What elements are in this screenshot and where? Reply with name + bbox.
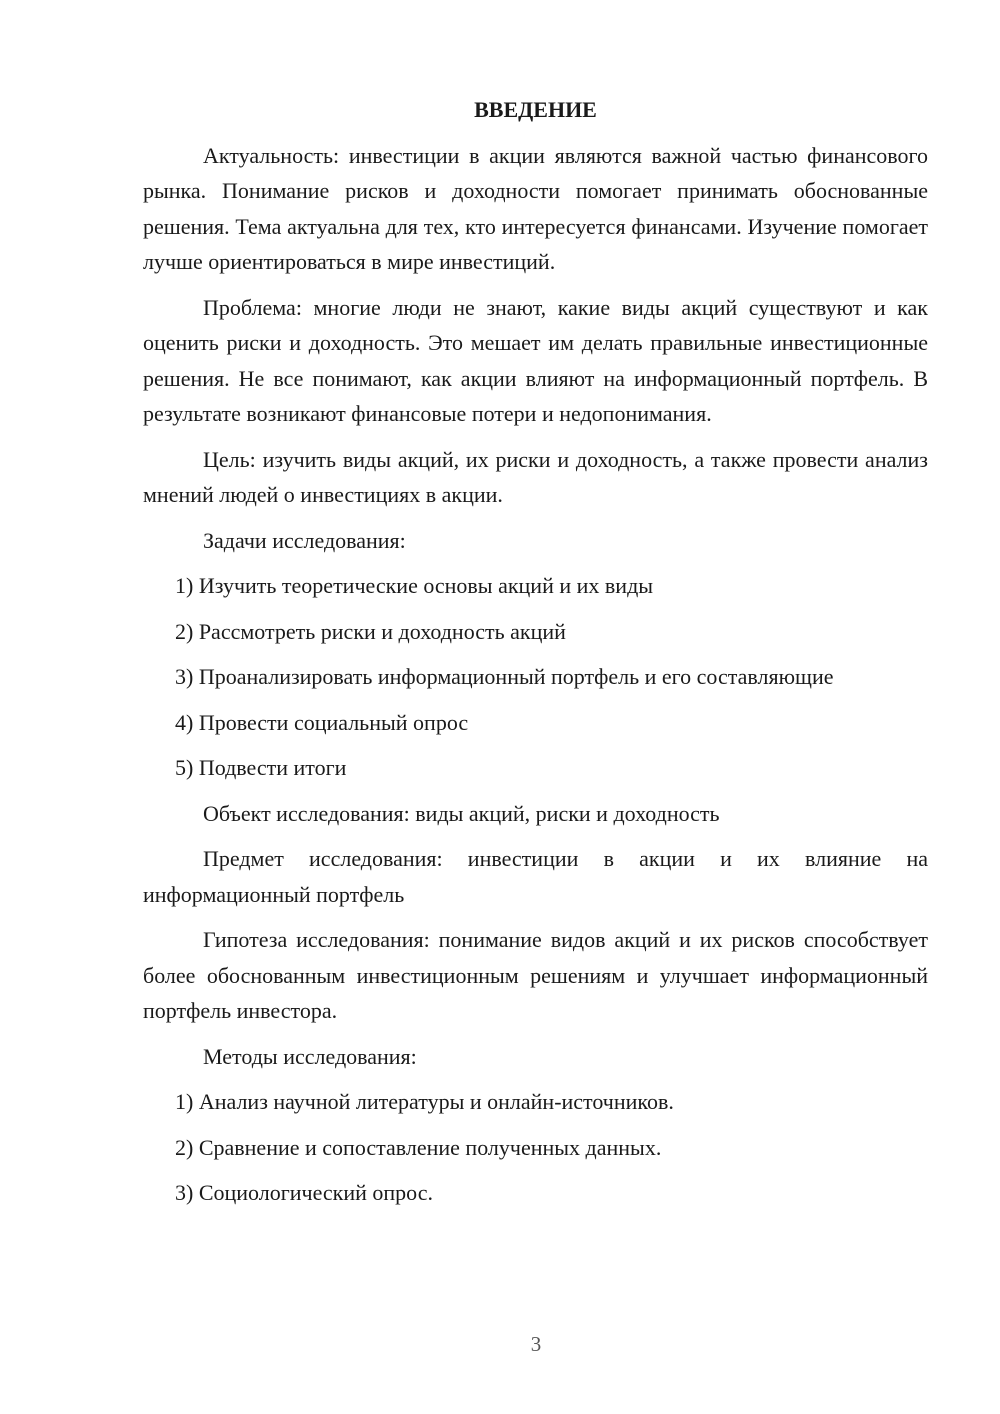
document-page — [143, 92, 928, 1221]
object-paragraph: Объект исследования: виды акций, риски и доходность — [203, 800, 720, 826]
method-item-2: 2) Сравнение и сопоставление полученных данных. — [175, 1134, 662, 1160]
task-item-4: 4) Провести социальный опрос — [175, 709, 469, 735]
goal-paragraph: Цель: изучить виды акций, их риски и доходность, а также провести анализ мнений людей о инвестициях в акции. — [143, 446, 928, 507]
page-title: ВВЕДЕНИЕ — [474, 97, 597, 122]
method-item-3: 3) Социологический опрос. — [175, 1180, 433, 1205]
task-item-2: 2) Рассмотреть риски и доходность акций — [175, 618, 566, 644]
tasks-label: Задачи исследования: — [203, 527, 406, 553]
task-item-3: 3) Проанализировать информационный портфель и его составляющие — [175, 664, 834, 689]
method-item-1: 1) Анализ научной литературы и онлайн-источников. — [175, 1089, 674, 1114]
relevance-paragraph: Актуальность: инвестиции в акции являются важной частью финансового рынка. Понимание рисков и доходности помогает принимать обоснованные решения. Тема актуальна для тех, кто интересуется финансами. Изучение помогает лучше ориентироваться в мире инвестиций. — [143, 142, 928, 274]
page-number: 3 — [530, 1332, 542, 1356]
hypothesis-paragraph: Гипотеза исследования: понимание видов акций и их рисков способствует более обоснованным инвестиционным решениям и улучшает информационный портфель инвестора. — [143, 927, 928, 1023]
task-item-1: 1) Изучить теоретические основы акций и их виды — [175, 573, 654, 598]
methods-label: Методы исследования: — [203, 1043, 417, 1069]
problem-paragraph: Проблема: многие люди не знают, какие виды акций существуют и как оценить риски и доходность. Это мешает им делать правильные инвестиционные решения. Не все понимают, как акции влияют на информационный портфель. В результате возникают финансовые потери и недопонимания. — [143, 294, 928, 426]
task-item-5: 5) Подвести итоги — [175, 755, 347, 780]
subject-paragraph: Предмет исследования: инвестиции в акции и их влияние на информационный портфель — [143, 846, 928, 907]
